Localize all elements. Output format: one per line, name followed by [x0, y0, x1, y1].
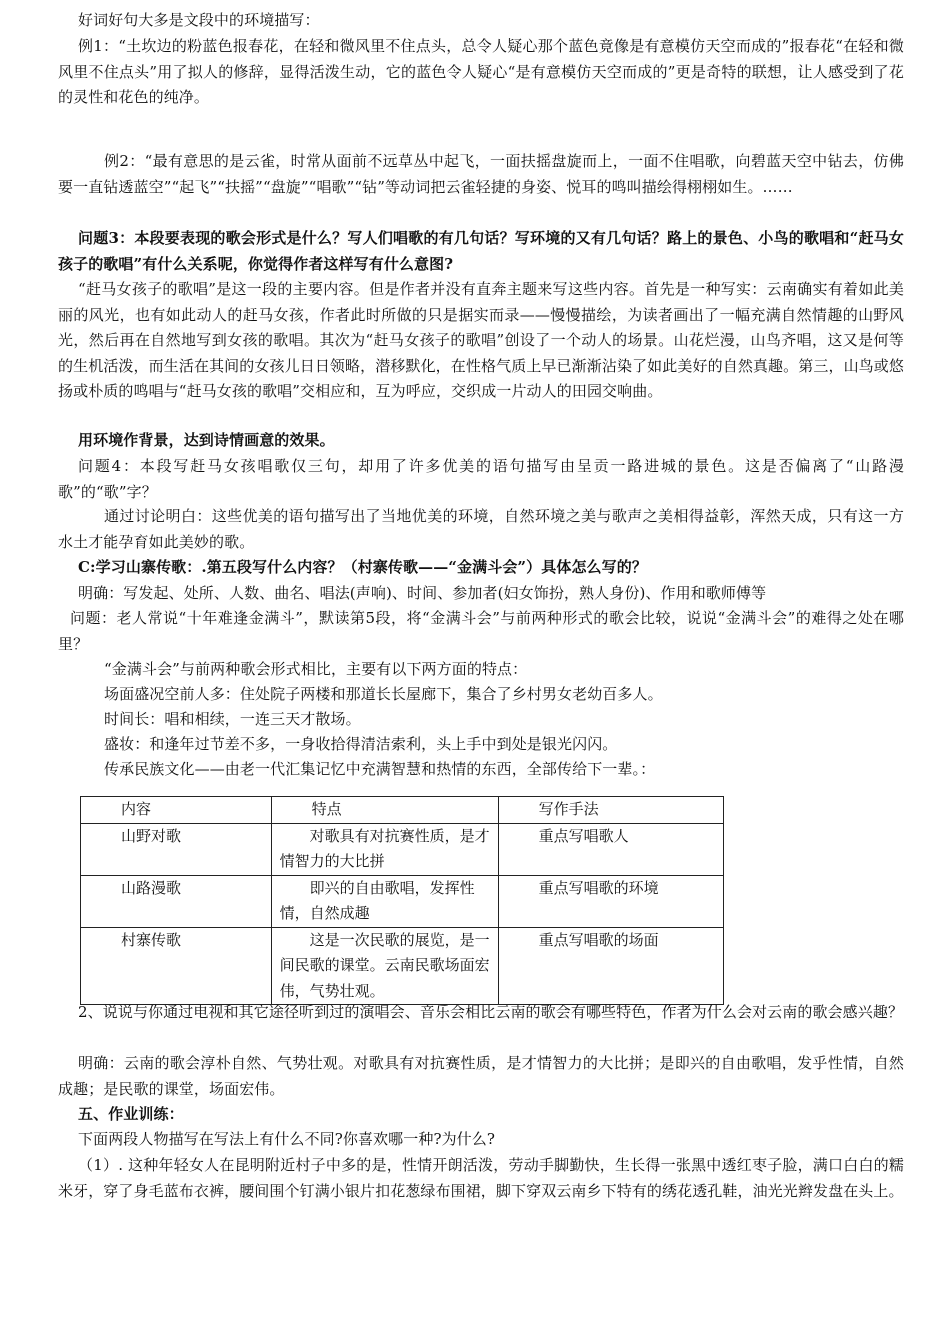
table-cell: 村寨传歌 — [81, 927, 272, 1005]
table-cell: 这是一次民歌的展览，是一间民歌的课堂。云南民歌场面宏伟，气势壮观。 — [271, 927, 498, 1005]
example-2-paragraph: 例2：“最有意思的是云雀，时常从面前不远草丛中起飞，一面扶摇盘旋而上，一面不住唱歌，向碧蓝天空中钻去，仿佛要一直钻透蓝空”“起飞”“扶摇”“盘旋”“唱歌”“钻”等动词把云雀轻捷的身姿、悦耳的鸣叫描绘得栩栩如生。…… — [58, 152, 904, 196]
question-3-paragraph — [58, 226, 904, 277]
feature-heritage: 传承民族文化——由老一代汇集记忆中充满智慧和热情的东西，全部传给下一辈。： — [104, 760, 656, 778]
intro-line: 好词好句大多是文段中的环境描写： — [78, 11, 320, 29]
discussion-paragraph: 通过讨论明白：这些优美的语句描写出了当地优美的环境，自然环境之美与歌声之美相得益彰，浑然天成，只有这一方水土才能孕育如此美妙的歌。 — [58, 507, 904, 551]
feature-duration: 时间长：唱和相续，一连三天才散场。 — [104, 710, 361, 728]
table-header-cell: 内容 — [81, 797, 272, 824]
question-4-paragraph: 问题4：本段写赶马女孩唱歌仅三句，却用了许多优美的语句描写由呈贡一路进城的景色。这是否偏离了“山路漫歌”的“歌”字？ — [58, 457, 904, 501]
table-row — [81, 823, 724, 875]
answer-3-paragraph: “赶马女孩子的歌唱”是这一段的主要内容。但是作者并没有直奔主题来写这些内容。首先是一种写实：云南确实有着如此美丽的风光，也有如此动人的赶马女孩，作者此时所做的只是据实而录——慢慢描绘，为读者画出了一幅充满自然情趣的山野风光，然后再在自然地写到女孩的歌唱。其次为“赶马女孩子的歌唱”创设了一个动人的场景。山花烂漫，山鸟齐唱，这又是何等的生机活泼，而生活在其间的女孩儿日日领略，潜移默化，在性格气质上早已渐渐沾染了如此美好的自然真趣。第三，山鸟或悠扬或朴质的鸣唱与“赶马女孩的歌唱”交相应和，互为呼应，交织成一片动人的田园交响曲。 — [58, 280, 904, 400]
jinmandou-intro: “金满斗会”与前两种歌会形式相比，主要有以下两方面的特点： — [104, 660, 528, 678]
section-c-answer: 明确：写发起、处所、人数、曲名、唱法(声响)、时间、参加者(妇女饰扮，熟人身份)、作用和歌师傅等 — [78, 584, 767, 602]
table-cell: 重点写唱歌的环境 — [498, 875, 723, 927]
section-c-heading: C:学习山寨传歌：.第五段写什么内容？（村寨传歌——“金满斗会”）具体怎么写的？ — [78, 558, 647, 576]
homework-question: 下面两段人物描写在写法上有什么不同?你喜欢哪一种?为什么? — [78, 1130, 496, 1148]
question-jinmandou: 问题：老人常说“十年难逢金满斗”，默读第5段，将“金满斗会”与前两种形式的歌会比较，说说“金满斗会”的难得之处在哪里？ — [58, 609, 904, 653]
homework-heading: 五、作业训练： — [78, 1105, 184, 1123]
table-cell: 重点写唱歌人 — [498, 823, 723, 875]
answer-2-paragraph: 明确：云南的歌会淳朴自然、气势壮观。对歌具有对抗赛性质，是才情智力的大比拼；是即兴的自由歌唱，发乎性情，自然成趣；是民歌的课堂，场面宏伟。 — [58, 1054, 904, 1098]
song-forms-table — [80, 796, 724, 1005]
table-cell: 重点写唱歌的场面 — [498, 927, 723, 1005]
feature-crowd: 场面盛况空前人多：住处院子两楼和那道长长屋廊下，集合了乡村男女老幼百多人。 — [104, 685, 663, 703]
table-cell: 对歌具有对抗赛性质，是才情智力的大比拼 — [271, 823, 498, 875]
feature-dress: 盛妆：和逢年过节差不多，一身收拾得清洁索利，头上手中到处是银光闪闪。 — [104, 735, 618, 753]
homework-passage-1: （1）. 这种年轻女人在昆明附近村子中多的是，性情开朗活泼，劳动手脚勤快，生长得一张黑中透红枣子脸，满口白白的糯米牙，穿了身毛蓝布衣裤，腰间围个钉满小银片扣花葱绿布围裙，脚下穿双云南乡下特有的绣花透孔鞋，油光光辫发盘在头上。 — [58, 1156, 904, 1200]
example-1-paragraph: 例1：“土坎边的粉蓝色报春花，在轻和微风里不住点头，总令人疑心那个蓝色竟像是有意模仿天空而成的”报春花“在轻和微风里不住点头”用了拟人的修辞，显得活泼生动，它的蓝色令人疑心“是有意模仿天空而成的”更是奇特的联想，让人感受到了花的灵性和花色的纯净。 — [58, 37, 904, 106]
table-header-cell: 写作手法 — [498, 797, 723, 824]
table-header-row — [81, 797, 724, 824]
table-header-cell: 特点 — [271, 797, 498, 824]
table-cell: 山野对歌 — [81, 823, 272, 875]
table-row — [81, 927, 724, 1005]
summary-bold-line: 用环境作背景，达到诗情画意的效果。 — [78, 431, 335, 449]
table-cell: 山路漫歌 — [81, 875, 272, 927]
table-row — [81, 875, 724, 927]
question-2-paragraph: 2、说说与你通过电视和其它途径听到过的演唱会、音乐会相比云南的歌会有哪些特色，作者为什么会对云南的歌会感兴趣？ — [78, 1003, 904, 1021]
table-cell: 即兴的自由歌唱，发挥性情，自然成趣 — [271, 875, 498, 927]
question-3-text: 问题3：本段要表现的歌会形式是什么？写人们唱歌的有几句话？写环境的又有几句话？路上的景色、小鸟的歌唱和“赶马女孩子的歌唱”有什么关系呢，你觉得作者这样写有什么意图? — [58, 229, 904, 273]
